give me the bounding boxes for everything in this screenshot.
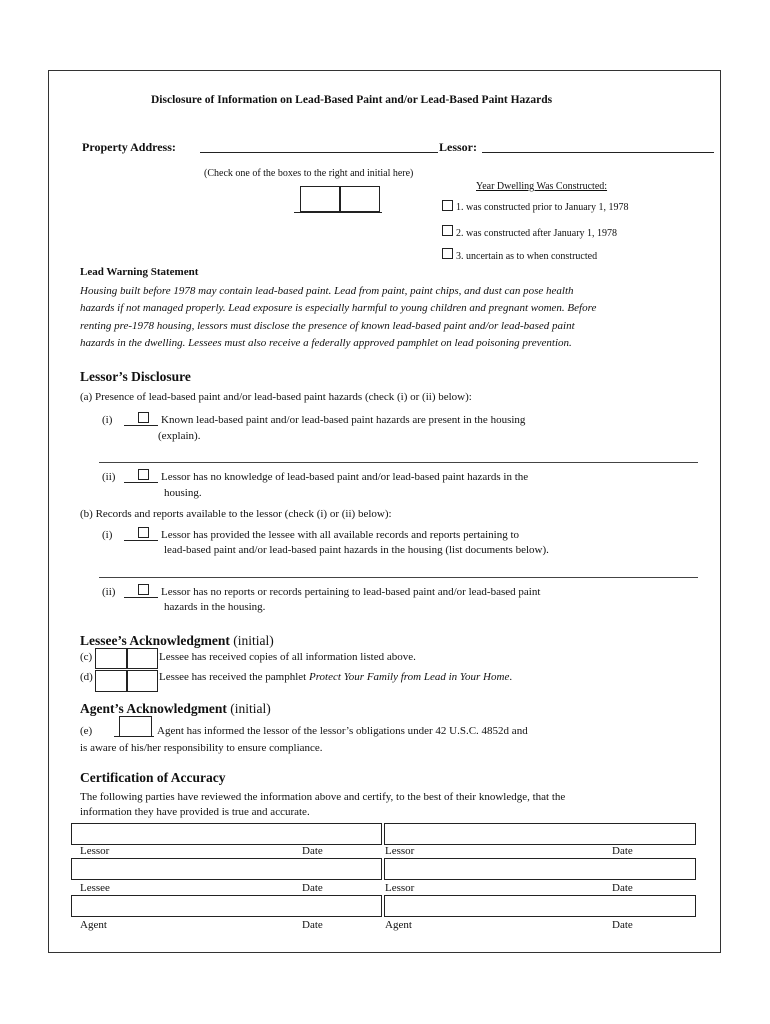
b-ii-text-2: hazards in the housing. (164, 601, 266, 613)
section-b-label: (b) Records and reports available to the lessor (check (i) or (ii) below): (80, 508, 392, 520)
e-label: (e) (80, 725, 93, 737)
sig-row3-right-date: Date (612, 919, 633, 931)
lessor-signature-box-2[interactable] (384, 823, 696, 845)
d-label: (d) (80, 671, 93, 683)
year-label: Year Dwelling Was Constructed: (476, 181, 608, 192)
c-initial-box-1[interactable] (95, 648, 127, 669)
year-option-2-checkbox[interactable] (442, 225, 453, 236)
year-initial-box-1[interactable] (300, 186, 340, 212)
lessor-signature-box-1[interactable] (71, 823, 382, 845)
year-option-1-checkbox[interactable] (442, 200, 453, 211)
b-i-documents-line[interactable] (99, 577, 698, 578)
b-i-initial-line (124, 540, 158, 541)
lessee-ack-heading-suffix: (initial) (233, 633, 274, 648)
sig-row2-right-label: Lessor (385, 882, 415, 894)
agent-ack-heading: Agent’s Acknowledgment (80, 701, 227, 716)
certification-line-1: The following parties have reviewed the information above and certify, to the best of their knowledge, that the (80, 791, 566, 803)
b-i-checkbox[interactable] (138, 527, 149, 538)
d-text-pamphlet: Protect Your Family from Lead in Your Home (308, 671, 510, 683)
lessee-ack-heading-row (80, 633, 274, 649)
warning-line-4: hazards in the dwelling. Lessees must also receive a federally approved pamphlet on lead poisoning prevention. (80, 337, 572, 349)
property-address-field[interactable] (200, 152, 438, 153)
check-instruction: (Check one of the boxes to the right and initial here) (204, 168, 414, 179)
sig-row1-right-date: Date (612, 845, 633, 857)
lessor-label: Lessor: (439, 140, 477, 154)
b-ii-initial-line (124, 597, 158, 598)
b-ii-text-1: Lessor has no reports or records pertaining to lead-based paint and/or lead-based paint (161, 586, 541, 598)
a-i-explain-line[interactable] (99, 462, 698, 463)
b-i-text-1: Lessor has provided the lessee with all available records and reports pertaining to (161, 529, 519, 541)
year-option-2: 2. was constructed after January 1, 1978 (456, 228, 618, 239)
sig-row2-left-date: Date (302, 882, 323, 894)
section-a-label: (a) Presence of lead-based paint and/or lead-based paint hazards (check (i) or (ii) below): (80, 391, 472, 403)
lessor-signature-box-3[interactable] (384, 858, 696, 880)
a-ii-number: (ii) (102, 471, 116, 483)
b-i-text-2: lead-based paint and/or lead-based paint hazards in the housing (list documents below). (164, 544, 549, 556)
year-initial-line (294, 212, 382, 213)
lessor-field[interactable] (482, 152, 714, 153)
d-initial-box-1[interactable] (95, 670, 127, 692)
agent-ack-heading-row (80, 701, 271, 717)
a-ii-checkbox[interactable] (138, 469, 149, 480)
c-text: Lessee has received copies of all information listed above. (159, 651, 416, 663)
sig-row3-right-label: Agent (385, 919, 412, 931)
property-address-label: Property Address: (82, 140, 176, 154)
lessee-signature-box[interactable] (71, 858, 382, 880)
a-ii-initial-line (124, 482, 158, 483)
certification-heading: Certification of Accuracy (80, 770, 226, 785)
form-title: Disclosure of Information on Lead-Based Paint and/or Lead-Based Paint Hazards (151, 94, 553, 106)
sig-row1-right-label: Lessor (385, 845, 415, 857)
agent-ack-heading-suffix: (initial) (230, 701, 271, 716)
a-i-number: (i) (102, 414, 113, 426)
sig-row2-left-label: Lessee (80, 882, 110, 894)
agent-signature-box-2[interactable] (384, 895, 696, 917)
warning-line-1: Housing built before 1978 may contain lead-based paint. Lead from paint, paint chips, and dust can pose health (80, 285, 574, 297)
sig-row1-left-label: Lessor (80, 845, 110, 857)
c-initial-box-2[interactable] (127, 648, 158, 669)
sig-row1-left-date: Date (302, 845, 323, 857)
lessee-ack-heading: Lessee’s Acknowledgment (80, 633, 230, 648)
warning-heading: Lead Warning Statement (80, 266, 199, 278)
d-text (159, 671, 512, 683)
lessor-disclosure-heading: Lessor’s Disclosure (80, 369, 191, 384)
b-ii-number: (ii) (102, 586, 116, 598)
a-i-checkbox[interactable] (138, 412, 149, 423)
year-initial-box-2[interactable] (340, 186, 380, 212)
year-option-3: 3. uncertain as to when constructed (456, 251, 598, 262)
warning-line-2: hazards if not managed properly. Lead exposure is especially harmful to young children and pregnant women. Before (80, 302, 597, 314)
a-i-text-2: (explain). (158, 430, 201, 442)
year-option-1: 1. was constructed prior to January 1, 1978 (456, 202, 629, 213)
year-option-3-checkbox[interactable] (442, 248, 453, 259)
d-text-suffix: . (509, 671, 513, 683)
c-label: (c) (80, 651, 93, 663)
a-i-text-1: Known lead-based paint and/or lead-based paint hazards are present in the housing (161, 414, 526, 426)
sig-row3-left-date: Date (302, 919, 323, 931)
warning-line-3: renting pre-1978 housing, lessors must disclose the presence of known lead-based paint and/or lead-based paint (80, 320, 575, 332)
b-i-number: (i) (102, 529, 113, 541)
a-ii-text-2: housing. (164, 487, 202, 499)
d-initial-box-2[interactable] (127, 670, 158, 692)
b-ii-checkbox[interactable] (138, 584, 149, 595)
a-i-initial-line (124, 425, 158, 426)
e-text: Agent has informed the lessor of the lessor’s obligations under 42 U.S.C. 4852d and (157, 725, 528, 737)
e-initial-box[interactable] (119, 716, 152, 737)
e-text-2: is aware of his/her responsibility to ensure compliance. (80, 742, 323, 754)
certification-line-2: information they have provided is true and accurate. (80, 806, 310, 818)
sig-row2-right-date: Date (612, 882, 633, 894)
sig-row3-left-label: Agent (80, 919, 107, 931)
d-text-prefix: Lessee has received the pamphlet (159, 671, 309, 683)
agent-signature-box-1[interactable] (71, 895, 382, 917)
a-ii-text-1: Lessor has no knowledge of lead-based paint and/or lead-based paint hazards in the (161, 471, 529, 483)
